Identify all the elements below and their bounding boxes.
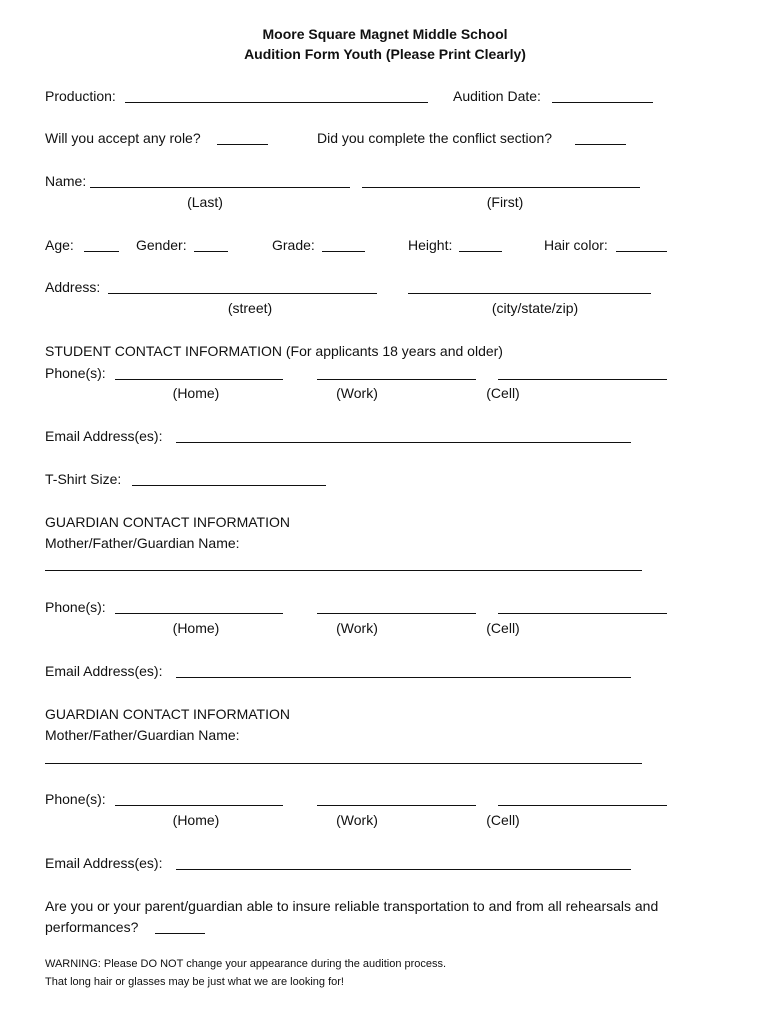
guardian2-cell-phone-field[interactable] <box>498 805 667 806</box>
student-home-caption: (Home) <box>172 385 220 401</box>
guardian1-cell-caption: (Cell) <box>486 620 520 636</box>
height-field[interactable] <box>459 251 502 252</box>
tshirt-size-field[interactable] <box>132 485 326 486</box>
guardian1-name-field[interactable] <box>45 570 642 571</box>
age-label: Age: <box>45 237 74 253</box>
hair-color-label: Hair color: <box>544 237 608 253</box>
age-field[interactable] <box>84 251 119 252</box>
name-label: Name: <box>45 173 87 189</box>
warning-line1: WARNING: Please DO NOT change your appearance during the audition process. <box>45 958 447 970</box>
guardian2-work-phone-field[interactable] <box>317 805 476 806</box>
student-contact-heading: STUDENT CONTACT INFORMATION (For applicants 18 years and older) <box>45 343 503 359</box>
guardian2-work-caption: (Work) <box>336 812 378 828</box>
student-cell-caption: (Cell) <box>486 385 520 401</box>
guardian2-home-phone-field[interactable] <box>115 805 283 806</box>
street-field[interactable] <box>108 293 377 294</box>
production-field[interactable] <box>125 102 428 103</box>
production-label: Production: <box>45 88 116 104</box>
guardian1-heading: GUARDIAN CONTACT INFORMATION <box>45 514 290 530</box>
guardian1-email-label: Email Address(es): <box>45 663 163 679</box>
transport-question-line1: Are you or your parent/guardian able to insure reliable transportation to and from all rehearsals and <box>45 898 659 914</box>
guardian1-work-caption: (Work) <box>336 620 378 636</box>
transport-question-line2: performances? <box>45 919 139 935</box>
city-caption: (city/state/zip) <box>491 300 579 316</box>
student-work-phone-field[interactable] <box>317 379 476 380</box>
guardian2-heading: GUARDIAN CONTACT INFORMATION <box>45 706 290 722</box>
gender-label: Gender: <box>136 237 187 253</box>
conflict-field[interactable] <box>575 144 626 145</box>
student-work-caption: (Work) <box>336 385 378 401</box>
student-phones-label: Phone(s): <box>45 365 106 381</box>
last-name-field[interactable] <box>90 187 350 188</box>
conflict-label: Did you complete the conflict section? <box>317 130 553 146</box>
guardian2-name-field[interactable] <box>45 763 642 764</box>
accept-role-field[interactable] <box>217 144 268 145</box>
school-name: Moore Square Magnet Middle School <box>262 26 508 42</box>
warning-line2: That long hair or glasses may be just what we are looking for! <box>45 976 344 988</box>
grade-label: Grade: <box>272 237 315 253</box>
first-caption: (First) <box>486 194 524 210</box>
guardian1-name-label: Mother/Father/Guardian Name: <box>45 535 240 551</box>
gender-field[interactable] <box>194 251 228 252</box>
height-label: Height: <box>408 237 453 253</box>
student-home-phone-field[interactable] <box>115 379 283 380</box>
accept-role-label: Will you accept any role? <box>45 130 201 146</box>
guardian1-phones-label: Phone(s): <box>45 599 106 615</box>
guardian1-home-phone-field[interactable] <box>115 613 283 614</box>
guardian1-work-phone-field[interactable] <box>317 613 476 614</box>
guardian2-email-field[interactable] <box>176 869 631 870</box>
address-label: Address: <box>45 279 101 295</box>
student-email-label: Email Address(es): <box>45 428 163 444</box>
street-caption: (street) <box>227 300 273 316</box>
guardian1-cell-phone-field[interactable] <box>498 613 667 614</box>
student-email-field[interactable] <box>176 442 631 443</box>
audition-date-field[interactable] <box>552 102 653 103</box>
guardian2-email-label: Email Address(es): <box>45 855 163 871</box>
guardian2-cell-caption: (Cell) <box>486 812 520 828</box>
tshirt-size-label: T-Shirt Size: <box>45 471 122 487</box>
city-state-zip-field[interactable] <box>408 293 651 294</box>
transport-answer-field[interactable] <box>155 933 205 934</box>
hair-color-field[interactable] <box>616 251 667 252</box>
grade-field[interactable] <box>322 251 365 252</box>
guardian2-phones-label: Phone(s): <box>45 791 106 807</box>
first-name-field[interactable] <box>362 187 640 188</box>
guardian2-home-caption: (Home) <box>172 812 220 828</box>
audition-date-label: Audition Date: <box>453 88 541 104</box>
guardian2-name-label: Mother/Father/Guardian Name: <box>45 727 240 743</box>
guardian1-home-caption: (Home) <box>172 620 220 636</box>
form-title: Audition Form Youth (Please Print Clearly) <box>244 46 526 62</box>
guardian1-email-field[interactable] <box>176 677 631 678</box>
student-cell-phone-field[interactable] <box>498 379 667 380</box>
last-caption: (Last) <box>187 194 223 210</box>
